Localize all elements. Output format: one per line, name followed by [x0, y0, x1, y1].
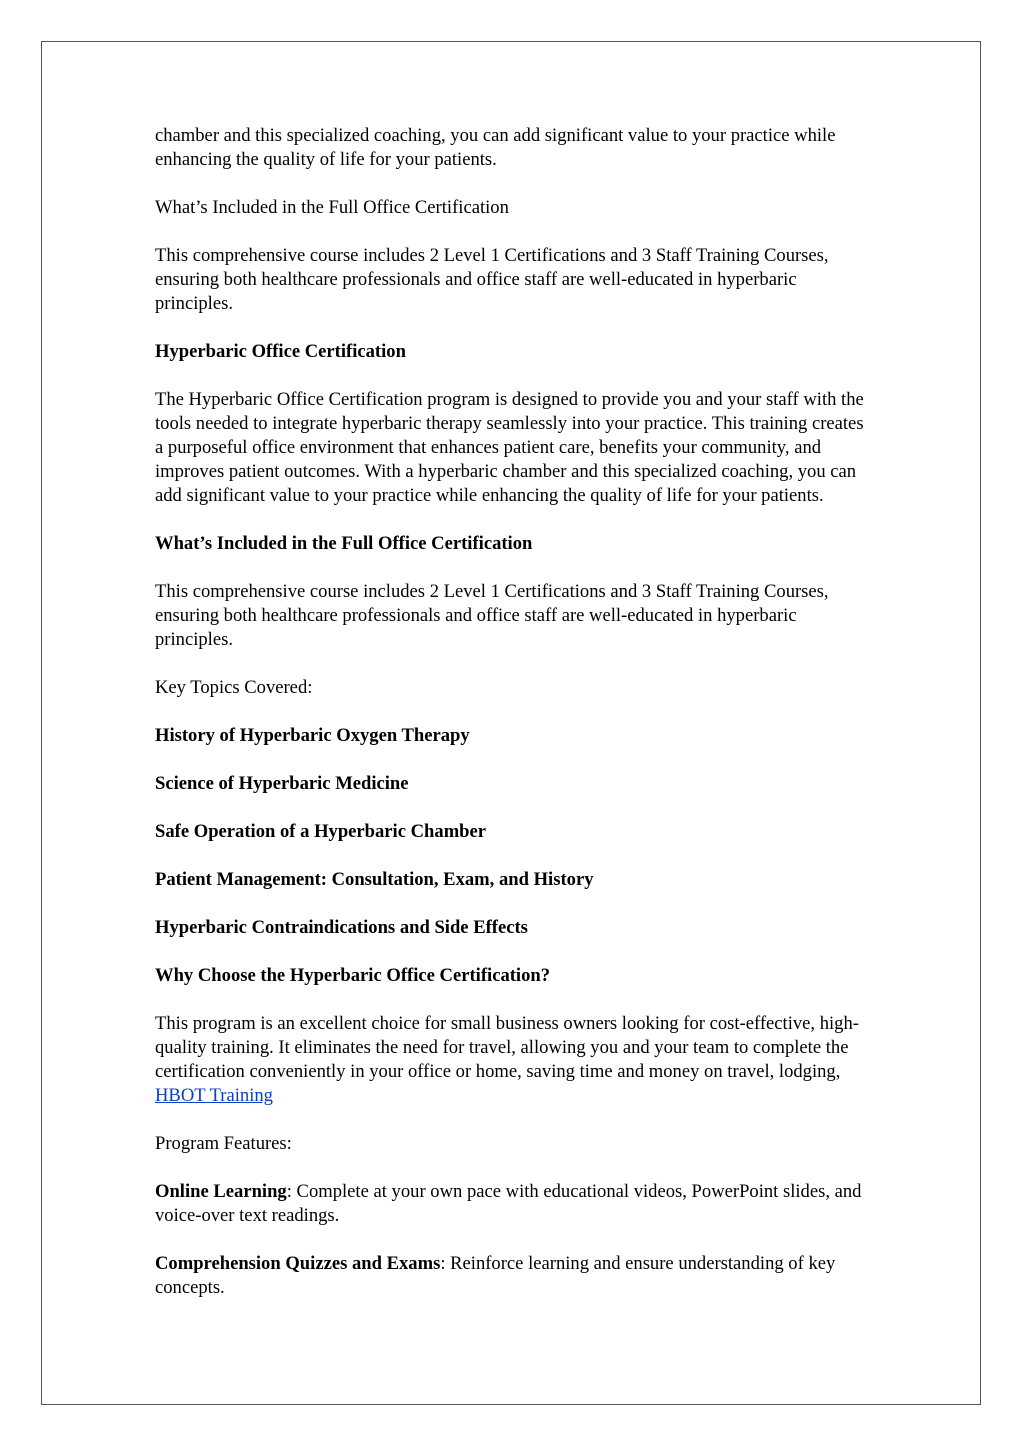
paragraph-included-heading-plain: What’s Included in the Full Office Certification: [155, 197, 509, 218]
topic-item: Science of Hyperbaric Medicine: [155, 773, 409, 794]
topic-item: Safe Operation of a Hyperbaric Chamber: [155, 821, 487, 842]
topic-item: History of Hyperbaric Oxygen Therapy: [155, 725, 470, 746]
paragraph-program-description: The Hyperbaric Office Certification program is designed to provide you and your staff with the tools needed to integrate hyperbaric therapy seamlessly into your practice. This training creates a purposeful office environment that enhances patient care, benefits your community, and improves patient outcomes. With a hyperbaric chamber and this specialized coaching, you can add significant value to your practice while enhancing the quality of life for your patients.: [155, 389, 864, 506]
feature-title: Comprehension Quizzes and Exams: [155, 1253, 441, 1274]
topic-item: Patient Management: Consultation, Exam, and History: [155, 869, 594, 890]
feature-item: [155, 1180, 875, 1228]
paragraph-why-choose: [155, 1012, 875, 1108]
heading-office-certification: Hyperbaric Office Certification: [155, 341, 406, 362]
paragraph-intro-continuation: chamber and this specialized coaching, you can add significant value to your practice while enhancing the quality of life for your patients.: [155, 125, 836, 170]
feature-title: Online Learning: [155, 1181, 287, 1202]
document-body: [155, 124, 875, 1324]
paragraph-course-summary-2: This comprehensive course includes 2 Level 1 Certifications and 3 Staff Training Courses, ensuring both healthcare professionals and office staff are well-educated in hyperbaric principles.: [155, 581, 829, 650]
paragraph-key-topics-label: Key Topics Covered:: [155, 677, 313, 698]
paragraph-program-features-label: Program Features:: [155, 1133, 292, 1154]
paragraph-why-choose-text: This program is an excellent choice for small business owners looking for cost-effective, high-quality training. It eliminates the need for travel, allowing you and your team to complete the certification conveniently in your office or home, saving time and money on travel, lodging,: [155, 1013, 859, 1082]
heading-whats-included: What’s Included in the Full Office Certification: [155, 533, 533, 554]
heading-why-choose: Why Choose the Hyperbaric Office Certification?: [155, 965, 551, 986]
feature-item: [155, 1252, 875, 1300]
feature-text: : Reinforce learning and ensure understanding of key concepts.: [155, 1253, 836, 1298]
hbot-training-link[interactable]: HBOT Training: [155, 1085, 273, 1106]
feature-text: : Complete at your own pace with educational videos, PowerPoint slides, and voice-over text readings.: [155, 1181, 862, 1226]
paragraph-course-summary: This comprehensive course includes 2 Level 1 Certifications and 3 Staff Training Courses, ensuring both healthcare professionals and office staff are well-educated in hyperbaric principles.: [155, 245, 829, 314]
topic-item: Hyperbaric Contraindications and Side Effects: [155, 917, 528, 938]
